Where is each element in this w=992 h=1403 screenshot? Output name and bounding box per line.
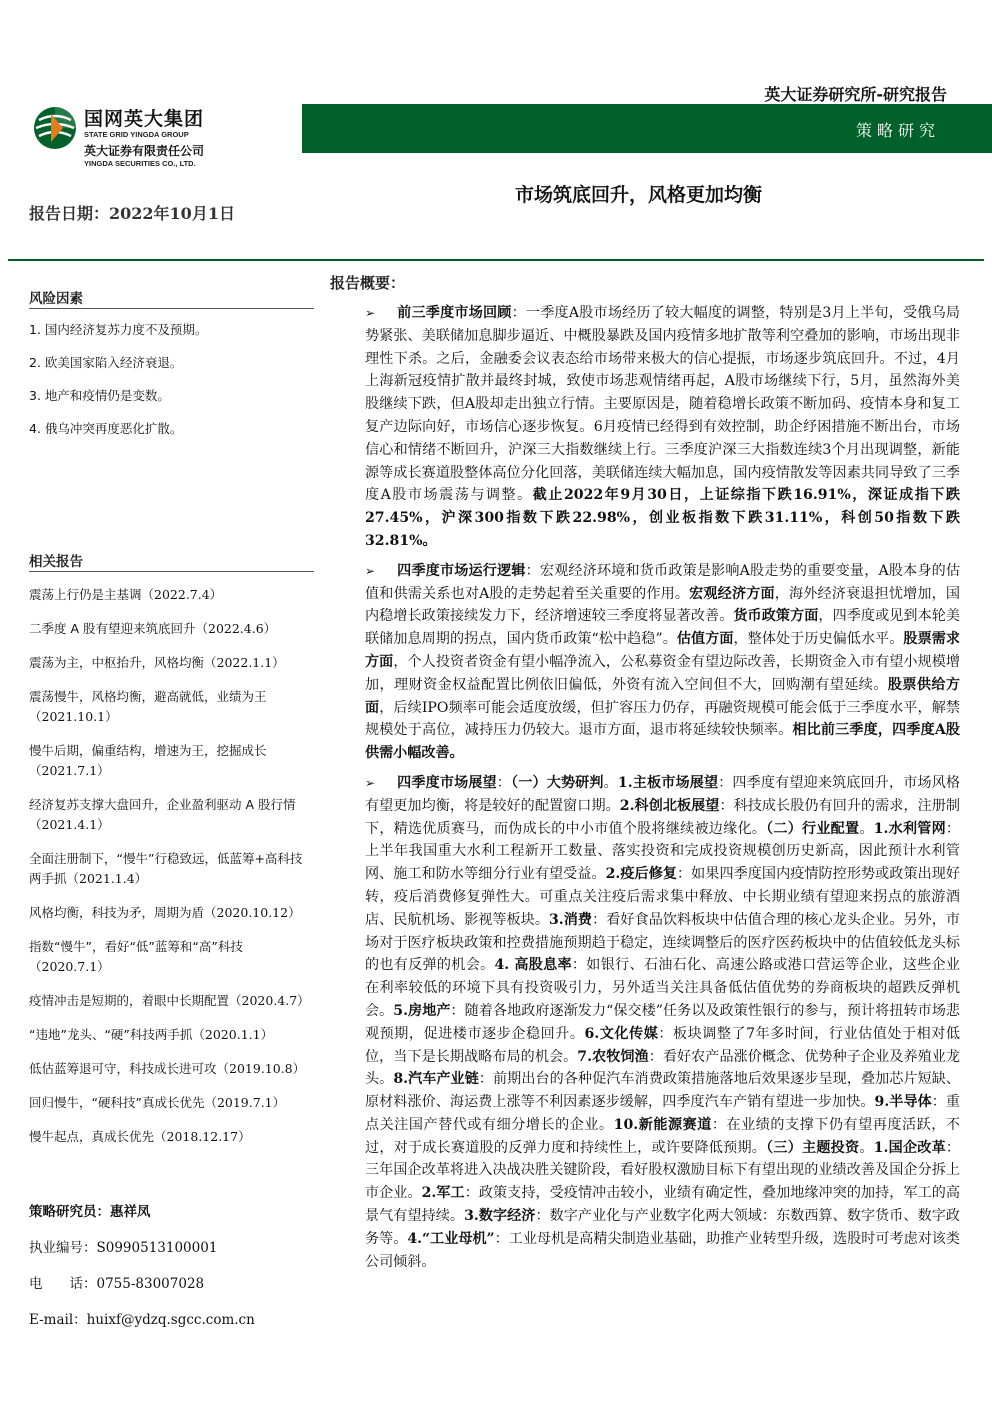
risk-item: 4. 俄乌冲突再度恶化扩散。 [29,421,183,436]
related-report-date: （2021.1.4） [66,871,148,886]
related-report-title: 全面注册制下，“慢牛”行稳致远，低蓝筹+高科技两手抓 [29,851,303,886]
report-date [29,201,235,224]
related-report-date: （2020.7.1） [29,959,110,974]
phone-value: 0755-83007028 [96,1276,205,1292]
bold-run: 10.新能源赛道 [613,1116,712,1133]
bold-run: 股票供给方面 [365,676,960,716]
text-run: ：一季度A股市场经历了较大幅度的调整，特别是3月上半旬，受俄乌局势紧张、美联储加息脚步逼近、中概股暴跌及国内疫情多地扩散等利空叠加的影响，市场出现非理性下杀。之后，金融委会议表态给市场带来极大的信心提振，市场逐步筑底回升。不过，4月上海新冠疫情扩散并最终封城，致使市场悲观情绪再起，A股市场继续下行，5月，虽然海外美股继续下跌，但A股却走出独立行情。主要原因是，随着稳增长政策不断加码、疫情本身和复工复产边际向好，市场信心逐步恢复。6月疫情已经得到有效控制，助企纾困措施不断出台，市场信心和情绪不断回升，沪深三大指数继续上行。三季度沪深三大指数连续3个月出现调整，新能源等成长赛道股整体高位分化回落，美联储连续大幅加息，国内疫情散发等因素共同导致了三季度A股市场震荡与调整。 [365,305,960,504]
related-report-item[interactable] [29,991,314,1011]
related-report-title: 震荡慢牛，风格均衡，避高就低，业绩为王 [29,689,267,704]
text-run: ：四季度有望迎来筑底回升，市场风格有望更加均衡，将是较好的配置窗口期。 [365,774,961,814]
related-reports-list [29,585,314,1161]
text-run: ，四季度或见到本轮美联储加息周期的拐点，国内货币政策“松中趋稳”。 [365,608,961,648]
text-run: ：板块调整了7年多时间，行业估值处于相对低位，当下是长期战略布局的机会。 [365,1025,960,1065]
related-report-item[interactable] [29,1025,314,1045]
bold-run: 货币政策方面 [733,608,819,625]
phone-row [29,1275,314,1293]
analyst-contact [29,1203,314,1347]
related-report-title: 回归慢牛，“硬科技”真成长优先 [29,1095,205,1110]
bold-run: 四季度市场运行逻辑 [397,562,526,579]
category-banner [302,104,992,153]
related-report-date: （2019.7.1） [204,1095,286,1110]
text-run: ：工业母机是高精尖制造业基础，助推产业转型升级，选股时可考虑对该类公司倾斜。 [365,1230,960,1270]
bold-run: 前三季度市场回顾 [397,305,512,321]
related-report-date: （2022.4.6） [195,621,277,636]
text-run: ：随着各地政府逐渐发力“保交楼”任务以及政策性银行的参与，预计将扭转市场悲观预期，促进楼市逐步企稳回升。 [365,1002,960,1042]
bold-run: 1.主板市场展望 [617,774,719,791]
text-run: ：看好食品饮料板块中估值合理的核心龙头企业。另外，市场对于医疗板块政策和控费措施预期趋于稳定，连续调整后的医疗医药板块中的估值较低龙头标的也有反弹的机会。 [365,911,961,974]
bold-run: （三）主题投资 [766,1139,860,1156]
state-grid-logo-icon [33,106,77,150]
text-run: ：宏观经济环境和货币政策是影响A股走势的重要变量，A股本身的估值和供需关系也对A股的走势起着至关重要的作用。 [365,562,961,602]
license-label: 执业编号： [29,1240,97,1256]
bold-run: 3.数字经济 [464,1208,536,1225]
bold-run: 4.“工业母机” [407,1230,495,1247]
bold-run: 7.农牧饲渔 [577,1048,649,1065]
related-report-date: （2018.12.17） [154,1129,251,1144]
risk-section-divider [29,308,314,309]
report-date-label: 报告日期： [29,204,110,223]
bold-run: 相比前三季度，四季度A股供需小幅改善。 [365,722,961,762]
bold-run: 四季度市场展望 [397,774,497,791]
related-report-date: （2021.10.1） [29,709,118,724]
text-run: 。 [603,774,618,791]
related-report-item[interactable] [29,795,314,835]
text-run: ：科技成长股仍有回升的需求，注册制下，精选优质赛马，而伪成长的中小市值个股将继续被边缘化。 [365,797,961,837]
bold-run: 估值方面 [676,631,734,648]
text-run: ： [496,774,512,791]
bold-run: 2.科创北板展望 [619,797,720,814]
category-label: 策略研究 [855,121,940,140]
bullet-arrow-icon: ➢ [365,775,376,790]
related-report-item[interactable] [29,741,314,781]
related-report-title: 经济复苏支撑大盘回升，企业盈利驱动 A 股行情 [29,797,296,812]
group-name-cn: 国网英大集团 [84,108,205,130]
related-report-title: 震荡为主，中枢抬升，风格均衡 [29,655,205,670]
related-report-title: 指数“慢牛”，看好“低”蓝筹和“高”科技 [29,939,243,954]
text-run: ：看好农产品涨价概念、优势种子企业及养殖业龙头。 [365,1048,960,1088]
related-section-divider [29,571,314,572]
bold-run: 3.消费 [549,911,593,928]
text-run: ：如果四季度国内疫情防控形势或政策出现好转，疫后消费修复弹性大。可重点关注疫后需求集中释放、中长期业绩有望迎来拐点的旅游酒店、民航机场、影视等板块。 [365,866,961,928]
related-report-item[interactable] [29,1127,314,1147]
text-run: ：前期出台的各种促汽车消费政策措施落地后效果逐步呈现，叠加芯片短缺、原材料涨价、海运费上涨等不利因素逐步缓解，四季度汽车产销有望进一步加快。 [365,1071,961,1111]
bold-run: 2.军工 [421,1185,465,1202]
email-row [29,1311,314,1329]
license-row [29,1239,314,1257]
related-report-item[interactable] [29,687,314,727]
bold-run: 4. 高股息率 [494,957,572,974]
related-report-item[interactable] [29,653,314,673]
bold-run: （二）行业配置 [766,820,860,837]
text-run: ：数字产业化与产业数字化两大领域：东数西算、数字货币、数字政务等。 [365,1208,961,1247]
text-run: ，个人投资者资金有望小幅净流入，公私募资金有望边际改善，长期资金入市有望小规模增加，理财资金权益配置比例依旧偏低，外资有流入空间但不大，回购潮有望延续。 [365,653,961,693]
bold-run: 宏观经济方面 [689,585,775,602]
text-run: ，整体处于历史偏低水平。 [733,631,904,648]
bold-run: 1.水利管网 [873,820,946,837]
summary-paragraph-logic [365,560,960,765]
bullet-arrow-icon: ➢ [365,306,376,320]
text-run: ：三年国企改革将进入决战决胜关键阶段，看好股权激励目标下有望出现的业绩改善及国企分拆上市企业。 [365,1139,961,1202]
related-report-title: 慢牛后期，偏重结构，增速为王，挖掘成长 [29,743,267,758]
email-value[interactable]: huixf@ydzq.sgcc.com.cn [86,1312,255,1328]
phone-label: 电 话： [29,1276,97,1292]
analyst-name: 惠祥凤 [110,1204,151,1220]
header-divider [8,259,984,261]
bold-run: 1.国企改革 [873,1139,946,1156]
text-run: ：政策支持，受疫情冲击较小，业绩有确定性，叠加地缘冲突的加持，军工的高景气有望持续。 [365,1185,961,1225]
bold-run: 2.疫后修复 [605,866,677,883]
risk-section-title: 风险因素 [29,291,83,307]
bullet-arrow-icon: ➢ [365,563,376,578]
related-report-title: 二季度 A 股有望迎来筑底回升 [29,621,196,636]
summary-paragraph-review [365,302,960,553]
summary-title: 报告概要： [330,274,406,292]
related-report-item[interactable] [29,619,314,639]
related-report-title: 疫情冲击是短期的，着眼中长期配置 [29,993,230,1008]
related-report-date: （2022.1.1） [204,655,285,670]
report-date-value: 2022年10月1日 [109,204,235,223]
bold-run: 截止2022年9月30日，上证综指下跌16.91%，深证成指下跌27.45%，沪深300指数下跌22.98%，创业板指数下跌31.11%，科创50指数下跌32.81%。 [365,487,960,549]
text-run: ，后续IPO频率可能会适度放缓，但扩容压力仍存，再融资规模可能会低于三季度水平，解禁规模处于高位，减持压力仍较大。退市方面，退市将延续较快频率。 [365,699,961,739]
text-run: ，海外经济衰退担忧增加，国内稳增长政策接续发力下，经济增速较三季度将显著改善。 [365,585,961,625]
related-report-date: （2022.7.4） [141,587,223,602]
risk-item: 3. 地产和疫情仍是变数。 [29,388,170,403]
company-name-en: YINGDA SECURITIES CO., LTD. [84,159,196,168]
related-report-date: （2020.1.1） [192,1027,274,1042]
related-report-title: 震荡上行仍是主基调 [29,587,142,602]
institute-name: 英大证券研究所-研究报告 [764,85,947,104]
bold-run: （一）大势研判 [511,774,604,791]
report-title: 市场筑底回升，风格更加均衡 [515,184,763,206]
related-report-item[interactable] [29,1059,314,1079]
related-report-title: 低估蓝筹退可守，科技成长进可攻 [29,1061,217,1076]
text-run: ：在业绩的支撑下仍有望再度活跃，不过，对于成长赛道股的反弹力度和持续性上，或许要降低预期。 [365,1116,961,1156]
text-run: 。 [859,820,874,837]
risk-item: 1. 国内经济复苏力度不及预期。 [29,322,208,337]
related-report-item[interactable] [29,849,314,889]
bold-run: 8.汽车产业链 [393,1071,479,1088]
related-report-date: （2021.7.1） [29,763,110,778]
group-name-en: STATE GRID YINGDA GROUP [84,130,189,139]
text-run: ：重点关注国产替代或有细分增长的企业。 [365,1094,960,1133]
analyst-label: 策略研究员： [29,1204,110,1220]
related-report-item[interactable] [29,585,314,605]
related-report-date: （2020.10.12） [204,905,301,920]
analyst-row [29,1203,314,1221]
related-report-title: 慢牛起点，真成长优先 [29,1129,155,1144]
related-report-date: （2021.4.1） [29,817,110,832]
risk-list [29,322,314,454]
related-report-date: （2019.10.8） [216,1061,306,1076]
bold-run: 6.文化传媒 [584,1025,659,1042]
text-run: ：如银行、石油石化、高速公路或港口营运等企业，这些企业在利率较低的环境下具有投资吸引力，另外适当关注具备低估值优势的券商板块的超跌反弹机会。 [365,957,961,1019]
risk-item: 2. 欧美国家陷入经济衰退。 [29,355,183,370]
license-value: S0990513100001 [96,1240,218,1256]
summary-body [365,302,960,1280]
company-name-cn: 英大证券有限责任公司 [84,144,205,158]
related-report-item[interactable] [29,937,314,977]
text-run: 。 [859,1139,874,1156]
bold-run: 5.房地产 [393,1002,451,1019]
bold-run: 9.半导体 [874,1094,932,1111]
logo-wordmark [84,108,204,169]
related-report-item[interactable] [29,1093,314,1113]
email-label: E-mail： [29,1312,87,1328]
related-report-item[interactable] [29,903,314,923]
related-report-date: （2020.4.7） [229,993,310,1008]
text-run: ：上半年我国重大水利工程新开工数量、落实投资和完成投资规模创历史新高，因此预计水利管网、施工和防水等细分行业有望受益。 [365,820,961,883]
related-section-title: 相关报告 [29,554,83,570]
bold-run: 股票需求方面 [365,631,960,670]
related-report-title: “违地”龙头、“硬”科技两手抓 [29,1027,193,1042]
related-report-title: 风格均衡，科技为矛，周期为盾 [29,905,205,920]
summary-paragraph-outlook [365,772,960,1274]
